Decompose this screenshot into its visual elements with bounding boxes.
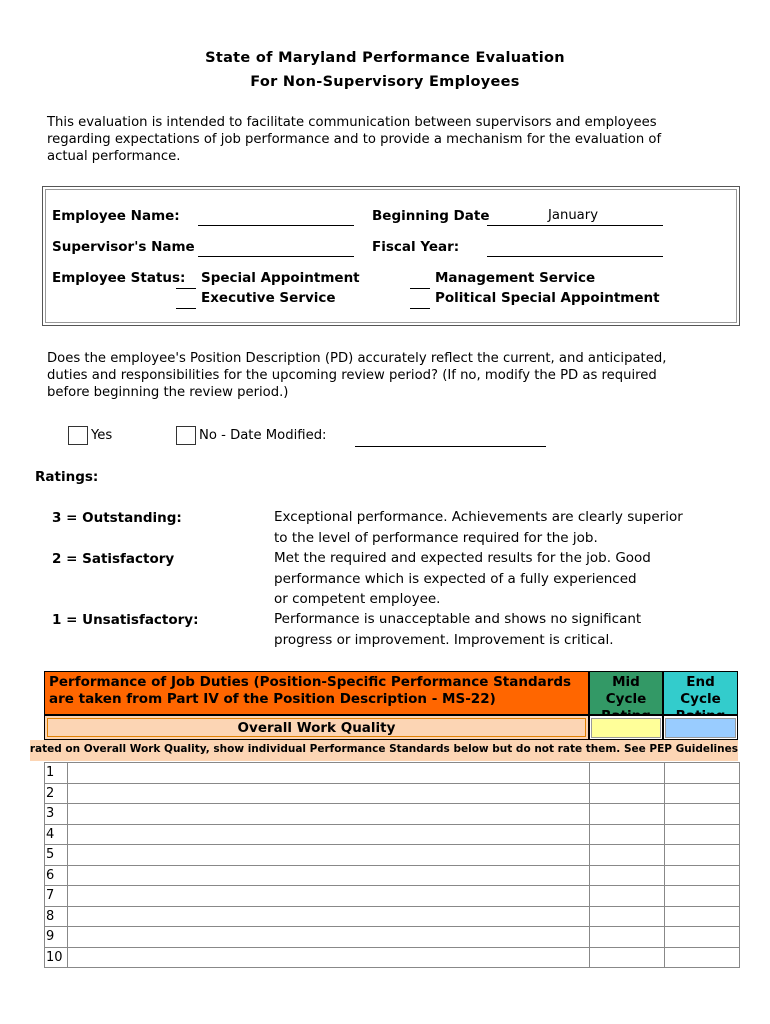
table-row[interactable] <box>45 866 739 887</box>
status-management-service-blank[interactable] <box>410 288 430 289</box>
row-end-cell[interactable] <box>664 948 665 968</box>
row-number: 10 <box>45 948 68 968</box>
intro-line: regarding expectations of job performance and to provide a mechanism for the evaluation of <box>47 132 662 147</box>
end-cycle-header-line: End <box>686 674 715 690</box>
employee-name-field[interactable] <box>198 225 354 226</box>
job-duties-header-line: are taken from Part IV of the Position Description - MS-22) <box>49 691 496 707</box>
pd-yes-label: Yes <box>91 428 113 443</box>
status-executive-service-blank[interactable] <box>176 308 196 309</box>
pd-question-line: before beginning the review period.) <box>47 385 289 400</box>
overall-end-cycle-rating-input[interactable] <box>665 718 736 738</box>
row-number: 7 <box>45 886 68 906</box>
row-number: 3 <box>45 804 68 824</box>
date-modified-field[interactable] <box>355 446 546 447</box>
row-mid-cell[interactable] <box>589 948 590 968</box>
rating-2-description <box>274 548 651 610</box>
fiscal-year-field[interactable] <box>487 256 663 257</box>
rating-guidance-note-text: rated on Overall Work Quality, show individual Performance Standards below but do not rate them. See PEP Guidelines <box>29 743 738 755</box>
row-number: 2 <box>45 784 68 804</box>
table-row[interactable] <box>45 804 739 825</box>
status-political-appointment-blank[interactable] <box>410 308 430 309</box>
pd-no-label: No - Date Modified: <box>199 428 327 443</box>
page-subtitle: For Non-Supervisory Employees <box>250 74 520 90</box>
row-end-cell[interactable] <box>664 927 665 947</box>
row-mid-cell[interactable] <box>589 845 590 865</box>
status-special-appointment-blank[interactable] <box>176 288 196 289</box>
table-row[interactable] <box>45 845 739 866</box>
overall-end-cycle-cell <box>663 715 738 740</box>
row-end-cell[interactable] <box>664 907 665 927</box>
rating-description-line: progress or improvement. Improvement is critical. <box>274 631 614 648</box>
job-duties-header <box>44 671 589 715</box>
beginning-date-field[interactable] <box>487 208 663 226</box>
status-option-special-appointment: Special Appointment <box>201 270 360 286</box>
job-duties-header-line: Performance of Job Duties (Position-Specific Performance Standards <box>49 674 572 690</box>
pd-no-checkbox[interactable] <box>176 426 196 445</box>
row-mid-cell[interactable] <box>589 866 590 886</box>
row-end-cell[interactable] <box>664 825 665 845</box>
row-mid-cell[interactable] <box>589 784 590 804</box>
beginning-date-label: Beginning Date <box>372 208 490 224</box>
pd-question-line: duties and responsibilities for the upcoming review period? (If no, modify the PD as required <box>47 368 657 383</box>
row-number: 6 <box>45 866 68 886</box>
mid-cycle-header-line: Cycle <box>605 691 647 707</box>
employee-name-label: Employee Name: <box>52 208 180 224</box>
row-number: 4 <box>45 825 68 845</box>
rating-guidance-note <box>30 740 738 761</box>
status-option-executive-service: Executive Service <box>201 290 336 306</box>
row-mid-cell[interactable] <box>589 804 590 824</box>
rating-3-description <box>274 507 683 548</box>
performance-standards-rows <box>44 762 740 968</box>
row-mid-cell[interactable] <box>589 763 590 783</box>
rating-description-line: performance which is expected of a fully experienced <box>274 570 637 587</box>
table-row[interactable] <box>45 784 739 805</box>
pd-question <box>47 350 737 401</box>
overall-mid-cycle-cell <box>589 715 663 740</box>
row-mid-cell[interactable] <box>589 907 590 927</box>
overall-mid-cycle-rating-input[interactable] <box>591 718 661 738</box>
table-row[interactable] <box>45 886 739 907</box>
row-end-cell[interactable] <box>664 784 665 804</box>
table-row[interactable] <box>45 825 739 846</box>
rating-3-key: 3 = Outstanding: <box>52 510 182 526</box>
row-end-cell[interactable] <box>664 866 665 886</box>
row-number: 9 <box>45 927 68 947</box>
row-end-cell[interactable] <box>664 763 665 783</box>
fiscal-year-label: Fiscal Year: <box>372 239 460 255</box>
row-end-cell[interactable] <box>664 845 665 865</box>
rating-description-line: Performance is unacceptable and shows no significant <box>274 611 642 627</box>
page-title: State of Maryland Performance Evaluation <box>205 50 565 66</box>
table-row[interactable] <box>45 907 739 928</box>
mid-cycle-header-line: Mid <box>612 674 640 690</box>
overall-work-quality-row <box>44 715 589 740</box>
rating-1-key: 1 = Unsatisfactory: <box>52 612 199 628</box>
pd-yes-checkbox[interactable] <box>68 426 88 445</box>
row-number: 5 <box>45 845 68 865</box>
row-mid-cell[interactable] <box>589 886 590 906</box>
rating-description-line: Met the required and expected results for the job. Good <box>274 550 651 566</box>
row-number: 1 <box>45 763 68 783</box>
supervisor-name-label: Supervisor's Name <box>52 239 195 255</box>
rating-description-line: to the level of performance required for the job. <box>274 529 598 546</box>
intro-line: This evaluation is intended to facilitate communication between supervisors and employees <box>47 115 657 130</box>
mid-cycle-rating-header <box>589 671 663 715</box>
employee-status-label: Employee Status: <box>52 270 186 286</box>
row-end-cell[interactable] <box>664 886 665 906</box>
overall-work-quality-label: Overall Work Quality <box>47 718 586 737</box>
status-option-management-service: Management Service <box>435 270 596 286</box>
row-mid-cell[interactable] <box>589 825 590 845</box>
row-number: 8 <box>45 907 68 927</box>
status-option-political-special-appointment: Political Special Appointment <box>435 290 660 306</box>
supervisor-name-field[interactable] <box>198 256 354 257</box>
end-cycle-header-line: Cycle <box>680 691 721 707</box>
intro-line: actual performance. <box>47 149 181 164</box>
rating-description-line: or competent employee. <box>274 591 441 607</box>
pd-question-line: Does the employee's Position Description (PD) accurately reflect the current, and anticipated, <box>47 351 667 366</box>
rating-1-description <box>274 609 641 650</box>
row-end-cell[interactable] <box>664 804 665 824</box>
rating-2-key: 2 = Satisfactory <box>52 551 175 567</box>
table-row[interactable] <box>45 763 739 784</box>
end-cycle-rating-header <box>663 671 738 715</box>
table-row[interactable] <box>45 927 739 948</box>
table-row[interactable] <box>45 948 739 969</box>
intro-paragraph <box>47 114 737 165</box>
row-mid-cell[interactable] <box>589 927 590 947</box>
beginning-date-value: January <box>548 208 598 223</box>
rating-description-line: Exceptional performance. Achievements are clearly superior <box>274 509 683 525</box>
ratings-heading: Ratings: <box>35 469 99 485</box>
